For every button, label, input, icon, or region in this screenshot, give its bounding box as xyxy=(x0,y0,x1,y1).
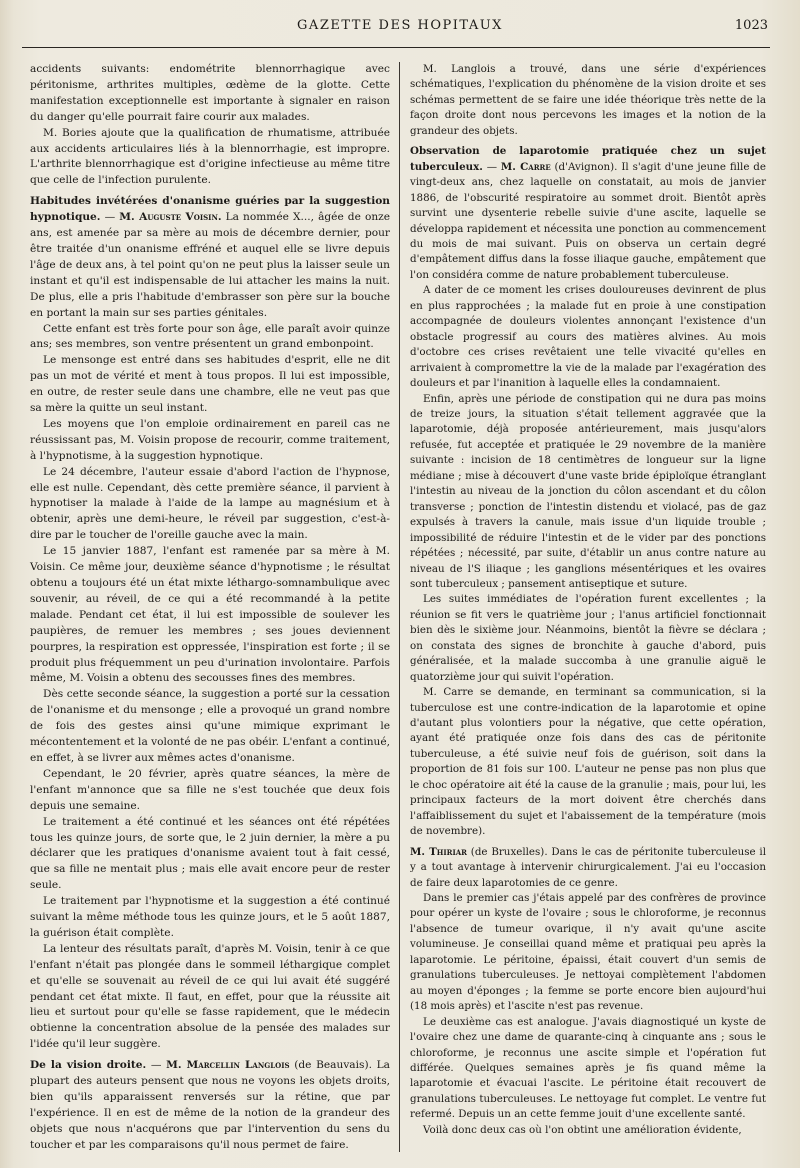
paragraph: Dans le premier cas j'étais appelé par des confrères de province pour opérer un kyste de l'ovaire ; sous le chloroforme, je reconnus l'absence de tumeur ovarique, il n'y avait qu'une ascite volumineuse. Je conseillai quand même et pratiquai peu après la laparotomie. Le péritoine, épaissi, était couvert d'un semis de granulations tuberculeuses. Je nettoyai complètement l'abdomen au moyen d'éponges ; la femme se porte encore bien aujourd'hui (18 mois après) et l'ascite n'est pas revenue. xyxy=(410,892,766,1013)
section-text: (de Bruxelles). Dans le cas de péritonite tuberculeuse il y a tout avantage à intervenir chirurgicalement. J'ai eu l'occasion de faire deux laparotomies de ce genre. xyxy=(410,845,766,889)
section-text: (d'Avignon). Il s'agit d'une jeune fille de vingt-deux ans, chez laquelle on constatait, au mois de janvier 1886, de l'obscurité respiratoire au sommet droit. Bientôt après survint une dysenterie rebelle suivie d'une ascite, laquelle se développa rapidement et nécessita une ponction au commencement du mois de mai suivant. Puis on observa un certain degré d'empâtement diffus dans la fosse iliaque gauche, empâtement que l'on considéra comme de nature probablement tuberculeuse. xyxy=(410,160,766,281)
section-author: M. Marcellin Langlois xyxy=(166,1059,290,1072)
paragraph: Voilà donc deux cas où l'on obtint une amélioration évidente, xyxy=(423,1123,742,1136)
paragraph: Cette enfant est très forte pour son âge, elle paraît avoir quinze ans; ses membres, son ventre présentent un grand embonpoint. xyxy=(30,322,390,351)
paragraph: Le traitement a été continué et les séances ont été répétées tous les quinze jours, de sorte que, le 2 juin dernier, la mère a pu déclarer que les pratiques d'onanisme avaient tout à fait cessé, que sa fille ne mentait plus ; mais elle avait encore peur de rester seule. xyxy=(30,815,390,892)
section-title: Habitudes invétérées d'onanisme guéries par la suggestion hypnotique. xyxy=(30,195,390,224)
section-author: M. Thiriar xyxy=(410,845,467,858)
paragraph: Le 15 janvier 1887, l'enfant est ramenée par sa mère à M. Voisin. Ce même jour, deuxième séance d'hypnotisme ; le résultat obtenu a toujours été un état mixte léthargo-somnambulique avec souvenir, au réveil, de ce qui a été recommandé à la petite malade. Pendant cet état, il lui est impossible de soulever les paupières, de remuer les membres ; ses joues deviennent pourpres, la respiration est oppressée, l'inspiration est forte ; il se produit plus fréquemment un peu d'urination involontaire. Parfois même, M. Voisin a obtenu des secousses fines des membres. xyxy=(30,545,390,685)
section-dash: — xyxy=(100,211,120,224)
section-title: Observation de laparotomie pratiquée chez un sujet tuberculeux. xyxy=(410,145,766,173)
paragraph: M. Carre se demande, en terminant sa communication, si la tuberculose est une contre-indication de la laparotomie et opine d'autant plus volontiers pour la négative, que cette opération, ayant été pratiquée onze fois dans des cas de péritonite tuberculeuse, a été suivie neuf fois de guérison, soit dans la proportion de 81 fois sur 100. L'auteur ne pense pas non plus que le choc opératoire ait été la cause de la granulie ; mais, pour lui, les principaux facteurs de la mort doivent être cherchés dans l'affaiblissement du sujet et l'abaissement de la température (mois de novembre). xyxy=(410,686,766,838)
section-laparotomie xyxy=(410,144,766,283)
section-author: M. Carre xyxy=(500,160,551,173)
paragraph: Le deuxième cas est analogue. J'avais diagnostiqué un kyste de l'ovaire chez une dame de quarante-cinq à cinquante ans ; sous le chloroforme, je reconnus une ascite simple et l'opération fut différée. Quelques semaines après je fis quand même la laparotomie et évacuai l'ascite. Le péritoine était recouvert de granulations tuberculeuses. Le nettoyage fut complet. Le ventre fut refermé. Depuis un an cette femme jouit d'une excellente santé. xyxy=(410,1015,766,1121)
paragraph: Enfin, après une période de constipation qui ne dura pas moins de treize jours, la situation s'était tellement aggravée que la laparotomie, déjà proposée antérieurement, mais jusqu'alors refusée, fut acceptée et pratiquée le 29 novembre de la manière suivante : incision de 18 centimètres de longueur sur la ligne médiane ; mise à découvert d'une vaste bride épiploïque étranglant l'intestin au niveau de la jonction du côlon ascendant et du côlon transverse ; ponction de l'intestin distendu et violacé, pas de gaz expulsés à travers la canule, mais issue d'un liquide trouble ; impossibilité de réduire l'intestin et de le vider par des ponctions répétées ; nécessité, par suite, d'établir un anus contre nature au niveau de l'S iliaque ; les ganglions mésentériques et les ovaires sont tuberculeux ; pansement antiseptique et suture. xyxy=(410,392,766,590)
paragraph: accidents suivants: endométrite blennorrhagique avec péritonisme, arthrites multiples, œdème de la glotte. Cette manifestation exceptionnelle est importante à signaler en raison du danger qu'elle pourrait faire courir aux malades. xyxy=(30,63,390,123)
section-title: De la vision droite. xyxy=(30,1059,147,1072)
section-dash: — xyxy=(482,160,501,173)
paragraph: Le 24 décembre, l'auteur essaie d'abord l'action de l'hypnose, elle est nulle. Cependant, dès cette première séance, il parvient à hypnotiser la malade à l'aide de la lampe au magnésium et à obtenir, après une demi-heure, le réveil par suggestion, c'est-à-dire par le toucher de l'oreille gauche avec la main. xyxy=(30,465,390,542)
section-text: (de Beauvais). La plupart des auteurs pensent que nous ne voyons les objets droits, bien qu'ils apparaissent renversés sur la rétine, que par l'expérience. Il en est de même de la notion de la grandeur des objets que nous n'acquérons que par l'intervention du sens du toucher et par les comparaisons qu'il nous permet de faire. xyxy=(30,1059,390,1151)
paragraph-thiriar xyxy=(410,845,766,891)
paragraph: Dès cette seconde séance, la suggestion a porté sur la cessation de l'onanisme et du mensonge ; elle a provoqué un grand nombre de fois des gestes ainsi qu'une mimique exprimant le mécontentement et la volonté de ne pas obéir. L'enfant a continué, en effet, à se livrer aux mêmes actes d'onanisme. xyxy=(30,688,390,764)
paragraph: Le mensonge est entré dans ses habitudes d'esprit, elle ne dit pas un mot de vérité et ment à tous propos. Il lui est impossible, en outre, de rester seule dans une chambre, elle ne veut pas que sa mère la quitte un seul instant. xyxy=(30,354,390,415)
section-text: La nommée X..., âgée de onze ans, est amenée par sa mère au mois de décembre dernier, pour être traitée d'un onanisme effréné et auquel elle se livre depuis l'âge de deux ans, à tel point qu'on ne peut plus la laisser seule un instant et qu'il est indispensable de lui attacher les mains la nuit. De plus, elle a pris l'habitude d'embrasser son père sur la bouche en portant la main sur ses parties génitales. xyxy=(30,211,390,319)
paragraph: M. Langlois a trouvé, dans une série d'expériences schématiques, l'explication du phénomène de la vision droite et ses schémas permettent de se faire une idée théorique très nette de la façon droite dont nous percevons les images et la notion de la grandeur des objets. xyxy=(410,63,766,137)
left-column xyxy=(30,62,390,1154)
page-header xyxy=(0,14,800,44)
right-column xyxy=(410,62,766,1138)
paragraph: Les moyens que l'on emploie ordinairement en pareil cas ne réussissant pas, M. Voisin propose de recourir, comme traitement, à l'hypnotisme, à la suggestion hypnotique. xyxy=(30,417,390,462)
running-title: GAZETTE DES HOPITAUX xyxy=(297,18,503,33)
column-divider xyxy=(399,62,400,1152)
section-vision-droite xyxy=(30,1058,390,1153)
page-number: 1023 xyxy=(734,18,768,33)
paragraph: Cependant, le 20 février, après quatre séances, la mère de l'enfant m'annonce que sa fille ne s'est touchée que deux fois depuis une semaine. xyxy=(30,767,390,812)
paragraph: A dater de ce moment les crises douloureuses devinrent de plus en plus rapprochées ; la malade fut en proie à une constipation accompagnée de douleurs violentes annonçant l'existence d'un obstacle progressif au cours des matières alvines. Au mois d'octobre ces crises revêtaient une telle vivacité qu'elles en arrivaient à compromettre la vie de la malade par l'exagération des douleurs et par l'inanition à laquelle elles la condamnaient. xyxy=(410,284,766,390)
paragraph: Les suites immédiates de l'opération furent excellentes ; la réunion se fit vers le quatrième jour ; l'anus artificiel fonctionnait bien dès le sixième jour. Néanmoins, bientôt la fièvre se déclara ; on constata des signes de bronchite à gauche d'abord, puis généralisée, et la malade succomba à une granulie aiguë le quatorzième jour qui suivit l'opération. xyxy=(410,593,766,683)
section-dash: — xyxy=(146,1059,167,1072)
paragraph: Le traitement par l'hypnotisme et la suggestion a été continué suivant la même méthode tous les quinze jours, et le 5 août 1887, la guérison était complète. xyxy=(30,895,390,939)
header-rule xyxy=(22,47,770,48)
paragraph: M. Bories ajoute que la qualification de rhumatisme, attribuée aux accidents articulaires liés à la blennorrhagie, est impropre. L'arthrite blennorrhagique est d'origine infectieuse au même titre que celle de l'infection purulente. xyxy=(30,126,390,187)
paragraph: La lenteur des résultats paraît, d'après M. Voisin, tenir à ce que l'enfant n'était pas plongée dans le sommeil léthargique complet et qu'elle se souvenait au réveil de ce qui lui avait été suggéré pendant cet état mixte. Il faut, en effet, pour que la réussite ait lieu et surtout pour qu'elle se fasse rapidement, que le médecin obtienne la concentration absolue de la pensée des malades sur l'idée qu'il leur suggère. xyxy=(30,942,390,1051)
section-onanisme xyxy=(30,194,390,321)
section-author: M. Auguste Voisin. xyxy=(119,211,222,224)
